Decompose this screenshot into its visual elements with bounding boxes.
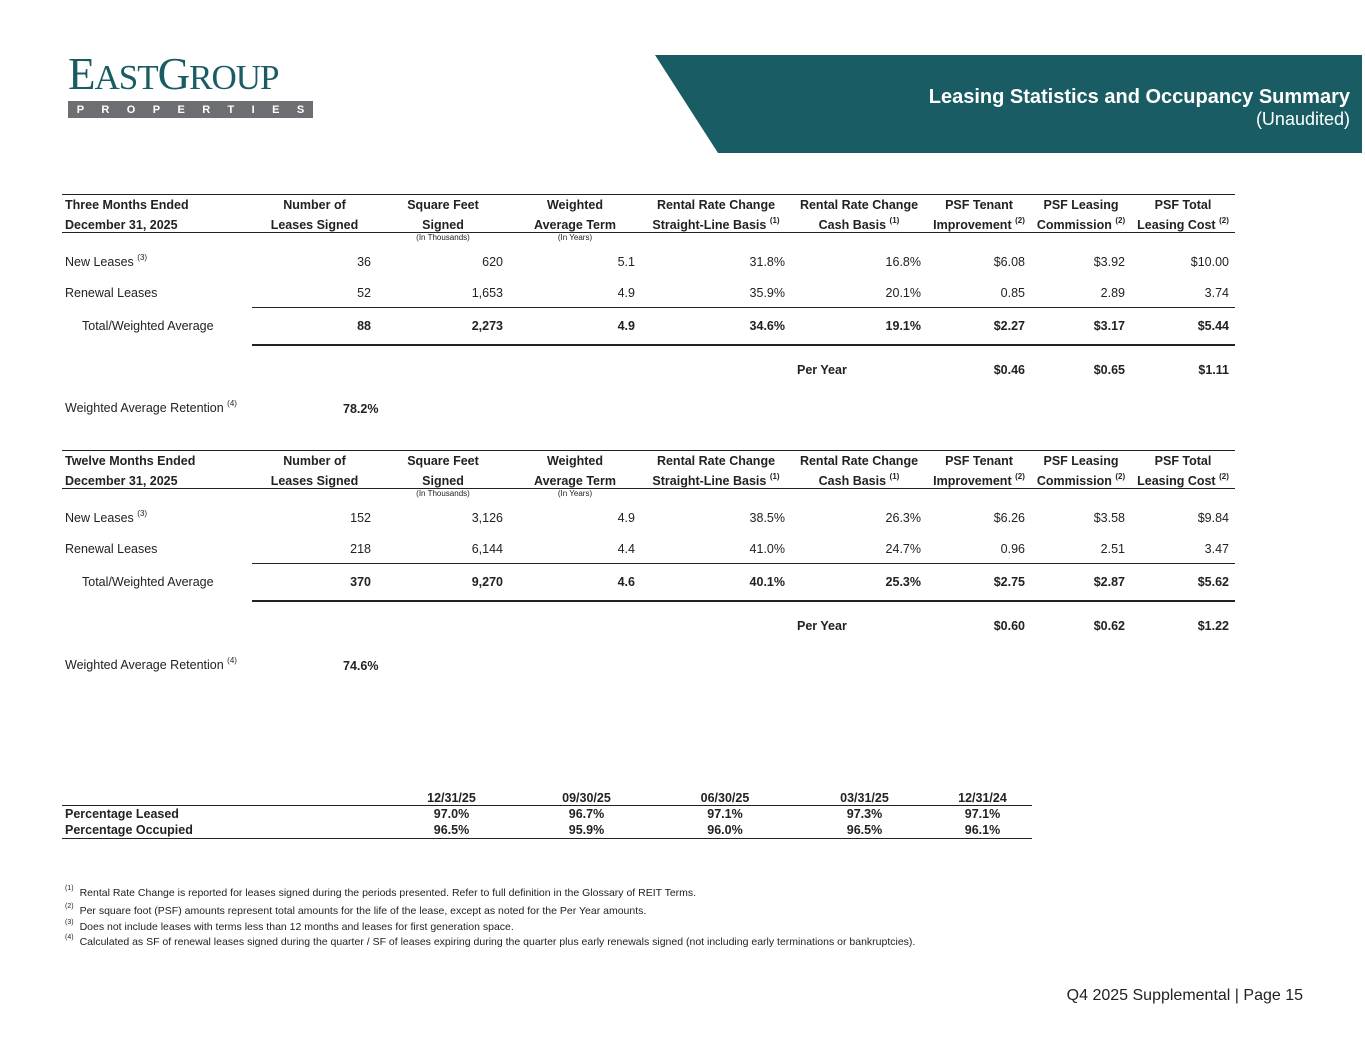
table-header: Rental Rate Change — [791, 451, 927, 469]
units-note: (In Thousands) — [416, 233, 470, 242]
table-header: Commission $^{(2)}$ — [1031, 468, 1131, 489]
table-header: Twelve Months Ended — [62, 451, 252, 469]
table-header: Average Term — [509, 468, 641, 489]
company-logo: EASTGROUP — [68, 49, 279, 99]
page-title: Leasing Statistics and Occupancy Summary — [928, 86, 1350, 108]
retention-value: 78.2% — [343, 402, 379, 416]
table-header: December 31, 2025 — [62, 212, 252, 233]
page-subtitle: (Unaudited) — [1255, 109, 1350, 129]
table-row: Percentage Leased 97.0% 96.7% 97.1% 97.3% 97.1% — [65, 807, 1001, 821]
table-header: 06/30/25 — [654, 788, 796, 806]
table-header: Weighted — [509, 451, 641, 469]
table-row: New Leases $^{(3)}$ 152 3,126 4.9 38.5% 26.3% $6.26 $3.58 $9.84 — [65, 508, 1229, 525]
table-header: Cash Basis $^{(1)}$ — [791, 212, 927, 233]
table-header: 03/31/25 — [796, 788, 933, 806]
table-header: Square Feet — [377, 195, 509, 213]
per-year-row: Per Year $0.60 $0.62 $1.22 — [797, 619, 1229, 633]
table-header: Leases Signed — [252, 212, 377, 233]
table-row: Percentage Occupied 96.5% 95.9% 96.0% 96.5% 96.1% — [62, 822, 1032, 839]
units-note: (In Years) — [557, 233, 593, 242]
occupancy-table — [62, 788, 1032, 839]
table-header: Straight-Line Basis $^{(1)}$ — [641, 468, 791, 489]
table-row: New Leases $^{(3)}$ 36 620 5.1 31.8% 16.8% $6.08 $3.92 $10.00 — [65, 252, 1229, 269]
table-header: Rental Rate Change — [641, 195, 791, 213]
footnote: $^{(1)}$ Rental Rate Change is reported for leases signed during the periods presented. Refer to full definition in the Glossary of REIT Terms. — [65, 885, 697, 899]
twelve-months-leasing-table — [62, 450, 1235, 650]
company-logo-subtitle: P R O P E R T I E S — [68, 101, 313, 118]
units-note: (In Thousands) — [416, 489, 470, 498]
table-header: Leasing Cost $^{(2)}$ — [1131, 468, 1235, 489]
table-header: Improvement $^{(2)}$ — [927, 468, 1031, 489]
table-header: Average Term — [509, 212, 641, 233]
table-header: PSF Tenant — [927, 195, 1031, 213]
table-header: Straight-Line Basis $^{(1)}$ — [641, 212, 791, 233]
footnote: $^{(3)}$ Does not include leases with terms less than 12 months and leases for first generation space. — [65, 919, 514, 933]
table-row: Total/Weighted Average 370 9,270 4.6 40.1% 25.3% $2.75 $2.87 $5.62 — [62, 564, 1235, 602]
table-header: Improvement $^{(2)}$ — [927, 212, 1031, 233]
units-note: (In Years) — [557, 489, 593, 498]
retention-label: Weighted Average Retention $^{(4)}$ — [65, 399, 237, 415]
three-months-leasing-table — [62, 194, 1235, 394]
table-header: December 31, 2025 — [62, 468, 252, 489]
retention-value: 74.6% — [343, 659, 379, 673]
table-header: Number of — [252, 451, 377, 469]
table-header: Leases Signed — [252, 468, 377, 489]
table-header: 12/31/25 — [384, 788, 519, 806]
table-header: PSF Total — [1131, 195, 1235, 213]
page-footer: Q4 2025 Supplemental | Page 15 — [1066, 987, 1303, 1004]
table-header: 09/30/25 — [519, 788, 654, 806]
table-header: Cash Basis $^{(1)}$ — [791, 468, 927, 489]
table-header: Three Months Ended — [62, 195, 252, 213]
table-header: PSF Leasing — [1031, 195, 1131, 213]
table-header: PSF Tenant — [927, 451, 1031, 469]
table-header: Square Feet — [377, 451, 509, 469]
table-header: Number of — [252, 195, 377, 213]
table-header: Commission $^{(2)}$ — [1031, 212, 1131, 233]
table-header: Signed — [377, 212, 509, 233]
footnote: $^{(2)}$ Per square foot (PSF) amounts represent total amounts for the life of the lease, except as noted for the Per Year amounts. — [65, 903, 647, 917]
footnote: $^{(4)}$ Calculated as SF of renewal leases signed during the quarter / SF of leases expiring during the quarter plus early renewals signed (not including early terminations or bankruptcies). — [65, 934, 916, 948]
table-row: Renewal Leases 218 6,144 4.4 41.0% 24.7% 0.96 2.51 3.47 — [62, 535, 1235, 564]
table-header: PSF Leasing — [1031, 451, 1131, 469]
table-header: Rental Rate Change — [641, 451, 791, 469]
table-header: Weighted — [509, 195, 641, 213]
table-header: Rental Rate Change — [791, 195, 927, 213]
table-row: Total/Weighted Average 88 2,273 4.9 34.6% 19.1% $2.27 $3.17 $5.44 — [62, 308, 1235, 346]
table-header: Signed — [377, 468, 509, 489]
table-header: Leasing Cost $^{(2)}$ — [1131, 212, 1235, 233]
retention-label: Weighted Average Retention $^{(4)}$ — [65, 656, 237, 672]
per-year-row: Per Year $0.46 $0.65 $1.11 — [797, 363, 1229, 377]
table-header: 12/31/24 — [933, 788, 1032, 806]
table-row: Renewal Leases 52 1,653 4.9 35.9% 20.1% 0.85 2.89 3.74 — [62, 279, 1235, 308]
table-header: PSF Total — [1131, 451, 1235, 469]
